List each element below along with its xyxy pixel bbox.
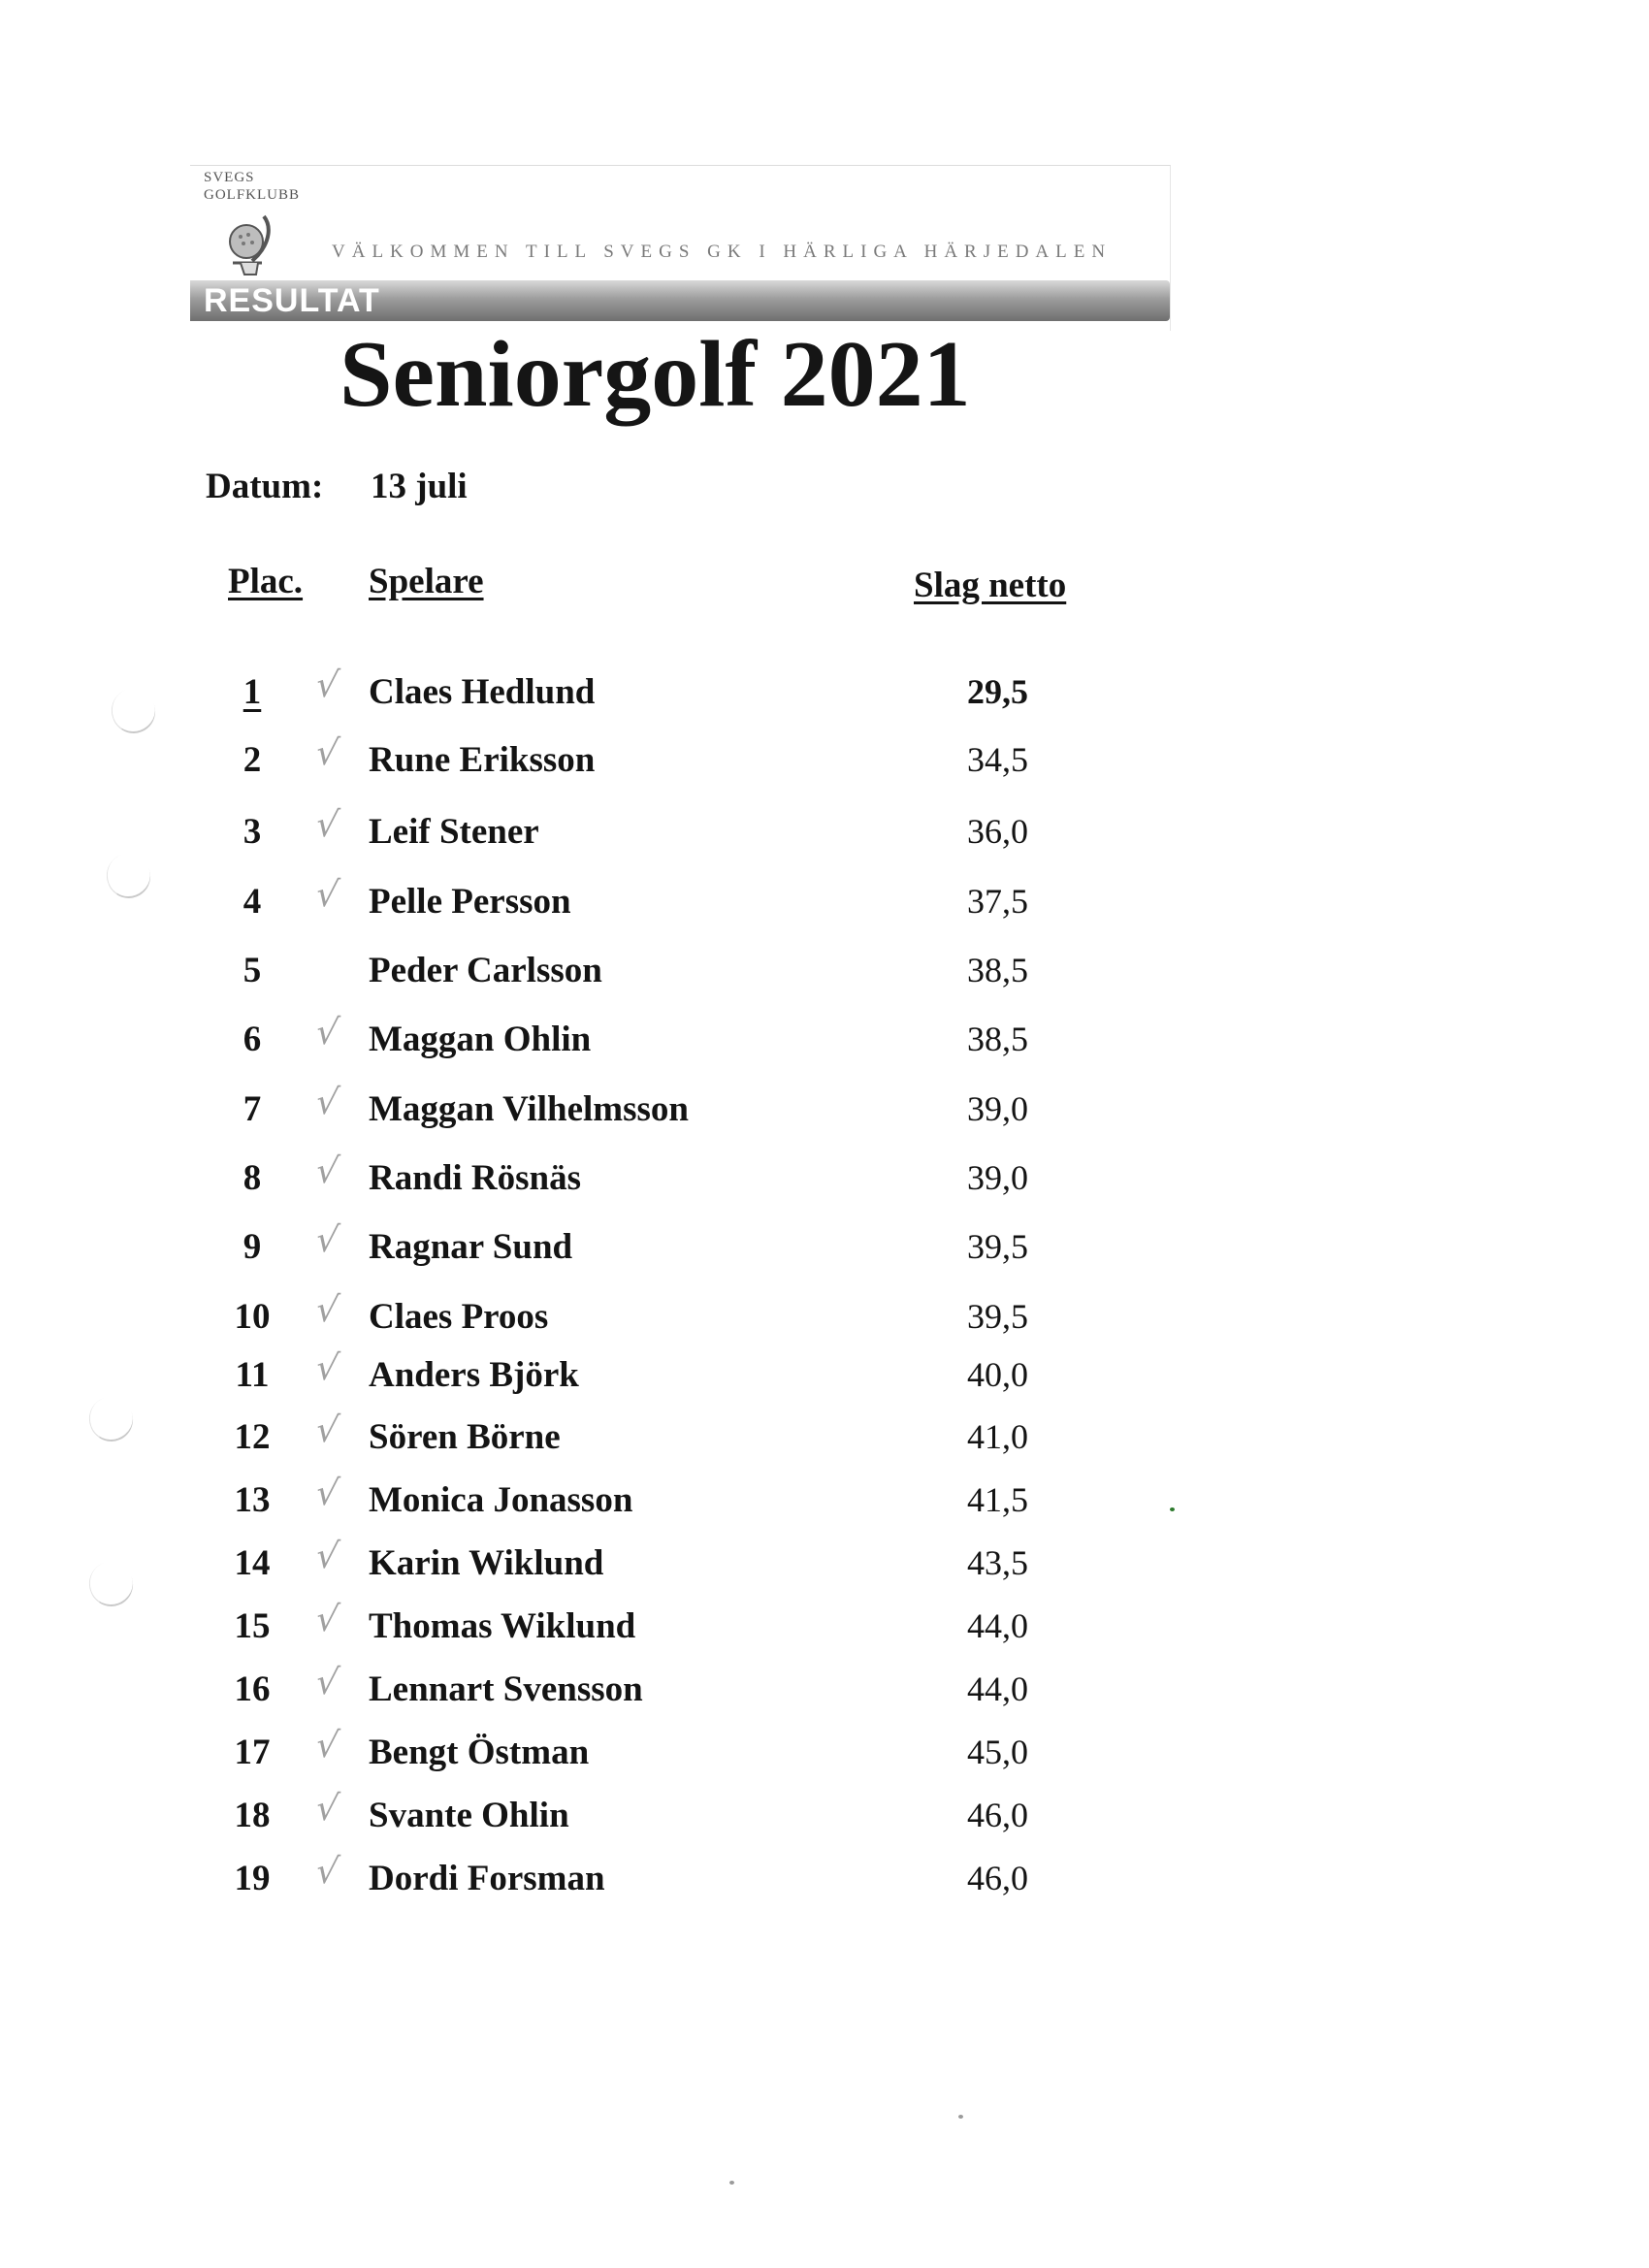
result-player-name: Maggan Ohlin: [369, 1020, 592, 1059]
handwritten-check-icon: √: [313, 1220, 341, 1260]
handwritten-check-icon: √: [313, 733, 341, 773]
scan-speck: [958, 2115, 963, 2119]
result-place: 6: [242, 1020, 262, 1059]
result-player-name: Karin Wiklund: [369, 1543, 604, 1583]
result-player-name: Claes Proos: [369, 1297, 549, 1337]
result-player-name: Maggan Vilhelmsson: [369, 1089, 689, 1129]
result-score: 39,5: [967, 1297, 1028, 1336]
result-place: 2: [242, 740, 262, 780]
result-score: 37,5: [967, 882, 1028, 921]
handwritten-check-icon: √: [313, 1537, 341, 1576]
handwritten-check-icon: √: [313, 665, 341, 705]
result-place: 9: [242, 1227, 262, 1267]
handwritten-check-icon: √: [313, 875, 341, 915]
logo-text-line2: GOLFKLUBB: [204, 187, 301, 203]
result-place: 11: [235, 1355, 270, 1395]
handwritten-check-icon: √: [313, 1083, 341, 1122]
result-place: 7: [242, 1089, 262, 1129]
table-row: [0, 1083, 1649, 1137]
logo-text-line1: SVEGS: [204, 170, 255, 185]
table-row: [0, 1151, 1649, 1206]
table-row: [0, 1600, 1649, 1654]
table-row: [0, 805, 1649, 859]
table-row: [0, 1726, 1649, 1780]
result-place: 4: [242, 882, 262, 922]
table-row: [0, 733, 1649, 788]
result-place: 17: [234, 1733, 271, 1772]
result-score: 38,5: [967, 951, 1028, 989]
result-player-name: Ragnar Sund: [369, 1227, 573, 1267]
handwritten-check-icon: √: [313, 1290, 341, 1330]
result-place: 19: [234, 1859, 271, 1898]
result-score: 38,5: [967, 1020, 1028, 1058]
table-row: [0, 665, 1649, 720]
result-place: 5: [242, 951, 262, 990]
result-place: 13: [234, 1480, 271, 1520]
handwritten-check-icon: √: [313, 1663, 341, 1702]
handwritten-check-icon: √: [313, 1410, 341, 1450]
result-score: 34,5: [967, 740, 1028, 779]
result-player-name: Thomas Wiklund: [369, 1606, 636, 1646]
result-score: 36,0: [967, 812, 1028, 851]
result-place: 12: [234, 1417, 271, 1457]
result-score: 39,0: [967, 1089, 1028, 1128]
table-row: [0, 1789, 1649, 1843]
handwritten-check-icon: √: [313, 1013, 341, 1053]
table-row: [0, 1220, 1649, 1275]
result-score: 39,5: [967, 1227, 1028, 1266]
result-score: 41,5: [967, 1480, 1028, 1519]
table-row: [0, 1474, 1649, 1528]
result-player-name: Monica Jonasson: [369, 1480, 633, 1520]
result-score: 46,0: [967, 1796, 1028, 1834]
handwritten-check-icon: √: [313, 1348, 341, 1388]
handwritten-check-icon: √: [313, 1600, 341, 1639]
result-player-name: Anders Björk: [369, 1355, 579, 1395]
result-player-name: Pelle Persson: [369, 882, 571, 922]
result-score: 40,0: [967, 1355, 1028, 1394]
handwritten-check-icon: √: [313, 1474, 341, 1513]
result-score: 46,0: [967, 1859, 1028, 1897]
table-row: [0, 1410, 1649, 1465]
table-row: [0, 1348, 1649, 1403]
column-header-score: Slag netto: [914, 566, 1067, 605]
result-player-name: Claes Hedlund: [369, 672, 596, 712]
handwritten-check-icon: √: [313, 1726, 341, 1766]
results-band-label: RESULTAT: [204, 282, 380, 319]
handwritten-check-icon: √: [313, 1852, 341, 1892]
result-score: 44,0: [967, 1606, 1028, 1645]
result-player-name: Sören Börne: [369, 1417, 561, 1457]
date-label: Datum:: [206, 467, 324, 506]
result-score: 39,0: [967, 1158, 1028, 1197]
result-place: 16: [234, 1669, 271, 1709]
result-player-name: Rune Eriksson: [369, 740, 596, 780]
table-row: [0, 875, 1649, 929]
column-header-player: Spelare: [369, 562, 484, 601]
result-player-name: Bengt Östman: [369, 1733, 590, 1772]
table-row: [0, 1537, 1649, 1591]
result-place: 1: [242, 672, 262, 712]
result-score: 41,0: [967, 1417, 1028, 1456]
result-player-name: Lennart Svensson: [369, 1669, 643, 1709]
result-score: 43,5: [967, 1543, 1028, 1582]
result-player-name: Randi Rösnäs: [369, 1158, 582, 1198]
date-value: 13 juli: [371, 467, 468, 506]
result-score: 44,0: [967, 1669, 1028, 1708]
page-title: Seniorgolf 2021: [340, 322, 971, 427]
handwritten-check-icon: √: [313, 805, 341, 845]
result-place: 18: [234, 1796, 271, 1835]
result-place: 3: [242, 812, 262, 852]
result-place: 15: [234, 1606, 271, 1646]
result-player-name: Leif Stener: [369, 812, 539, 852]
result-score: 29,5: [967, 672, 1028, 711]
scan-speck: [729, 2181, 734, 2185]
result-player-name: Svante Ohlin: [369, 1796, 569, 1835]
table-row: [0, 1290, 1649, 1345]
handwritten-check-icon: √: [313, 1789, 341, 1829]
table-row: [0, 1852, 1649, 1906]
result-player-name: Peder Carlsson: [369, 951, 602, 990]
result-place: 8: [242, 1158, 262, 1198]
table-row: [0, 950, 1649, 998]
result-place: 14: [234, 1543, 271, 1583]
handwritten-check-icon: √: [313, 1151, 341, 1191]
table-row: [0, 1663, 1649, 1717]
result-score: 45,0: [967, 1733, 1028, 1771]
column-header-place: Plac.: [228, 562, 304, 601]
result-place: 10: [234, 1297, 271, 1337]
result-player-name: Dordi Forsman: [369, 1859, 605, 1898]
table-row: [0, 1013, 1649, 1067]
welcome-tagline: VÄLKOMMEN TILL SVEGS GK I HÄRLIGA HÄRJEDALEN: [332, 242, 1113, 262]
